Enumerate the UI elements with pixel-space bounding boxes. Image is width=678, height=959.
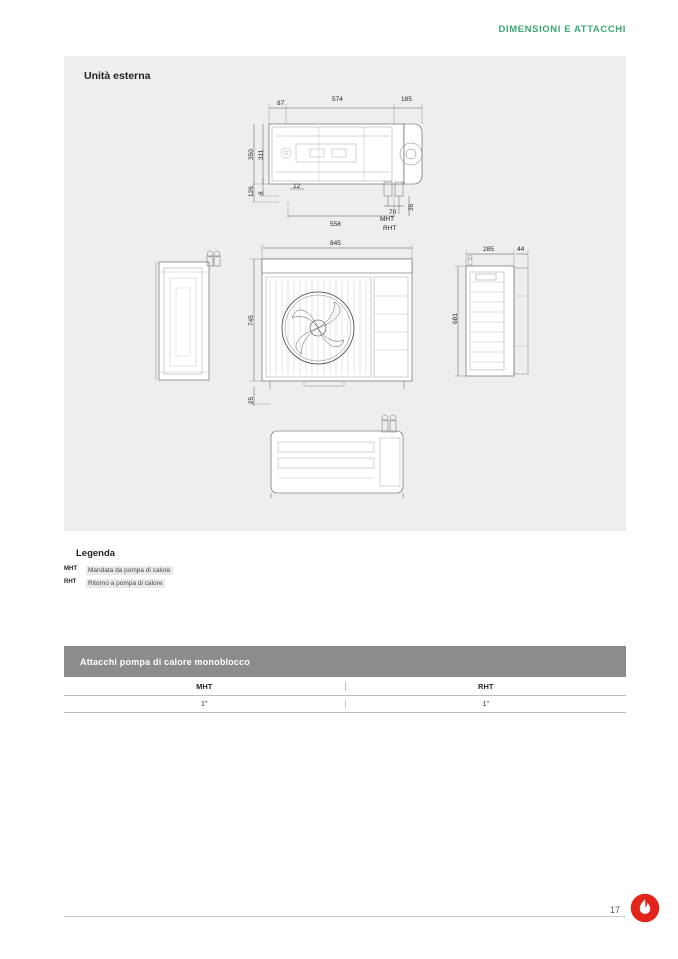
- dim-front-845: 845: [330, 240, 341, 247]
- label-rht: RHT: [383, 225, 397, 232]
- dim-top-558: 558: [330, 221, 341, 228]
- footer-divider: [64, 916, 626, 917]
- dim-top-574: 574: [332, 96, 343, 103]
- technical-drawing: [64, 56, 626, 531]
- dim-top-311: 311: [258, 149, 265, 160]
- legend-desc-rht: Ritorno a pompa di calore: [86, 579, 165, 588]
- table-column-rht: RHT: [478, 681, 494, 691]
- dim-top-35: 35: [408, 203, 415, 211]
- dim-top-185: 185: [401, 96, 412, 103]
- legend-title: Legenda: [76, 548, 116, 559]
- label-mht: MHT: [380, 216, 395, 223]
- dim-side-681: 681: [452, 313, 459, 324]
- page-number: 17: [609, 905, 620, 915]
- dim-top-87: 87: [277, 100, 285, 107]
- dim-top-8: 8: [258, 191, 265, 195]
- legend-code-mht: MHT: [64, 566, 77, 572]
- dim-top-350: 350: [248, 149, 255, 160]
- table-column-headers: [64, 677, 626, 696]
- table-cell-mht-value: 1": [64, 701, 346, 708]
- brand-logo-icon: [630, 893, 660, 923]
- dim-side-44: 44: [517, 246, 525, 253]
- dim-top-70: 70: [389, 209, 397, 216]
- dim-front-25: 25: [248, 396, 255, 404]
- panel-title: Unità esterna: [84, 70, 151, 82]
- table-title: Attacchi pompa di calore monoblocco: [64, 646, 626, 677]
- table-row: [64, 696, 626, 713]
- legend-code-rht: RHT: [64, 579, 77, 585]
- legend-desc-mht: Mandata da pompa di calore: [86, 566, 173, 575]
- page-header-title: DIMENSIONI E ATTACCHI: [498, 24, 626, 35]
- drawing-panel: [64, 56, 626, 531]
- dim-front-745: 745: [248, 315, 255, 326]
- connections-table: [64, 646, 626, 713]
- dim-top-12: 12: [293, 183, 301, 190]
- dim-top-126: 126: [248, 186, 255, 197]
- table-cell-rht-value: 1": [482, 700, 489, 708]
- dim-side-285: 285: [483, 246, 494, 253]
- table-column-mht: MHT: [64, 682, 346, 691]
